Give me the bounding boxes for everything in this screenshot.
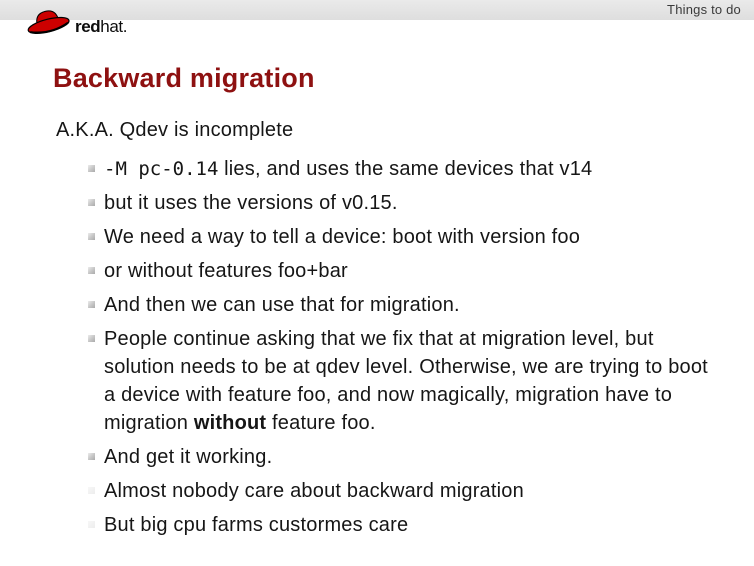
bullet-text: And then we can use that for migration. [104,294,460,316]
slide-title: Backward migration [53,63,315,93]
bullet-text: And get it working. [104,446,273,468]
bullet-square-icon [88,301,95,308]
bullet-item [53,443,716,471]
bullet-text: feature foo. [266,412,376,434]
bullet-square-icon [88,267,95,274]
bullet-square-icon [88,199,95,206]
lead-text: A.K.A. Qdev is incomplete [56,119,294,141]
bullet-text: but it uses the versions of v0.15. [104,192,398,214]
bullet-item [53,155,716,183]
bullet-item [53,291,716,319]
wordmark-red: red [75,17,101,36]
bullet-item [53,325,716,437]
bullet-text: Almost nobody care about backward migration [104,480,524,502]
bullet-square-icon [88,521,95,528]
bullet-square-icon [88,233,95,240]
bullet-item-ghosted [53,511,716,539]
wordmark-hat: hat. [100,17,128,36]
bullet-text: We need a way to tell a device: boot with version foo [104,226,581,248]
bullet-square-icon [88,165,95,172]
bullet-item [53,257,716,285]
bullet-square-icon [88,453,95,460]
bullet-square-icon [88,487,95,494]
bullet-text: People continue asking that we fix that at migration level, but solution needs to be at qdev level. Otherwise, we are trying to boot a device with feature foo, and now magically, migration have to migration [104,328,708,434]
redhat-wordmark [75,18,127,38]
bullet-text: But big cpu farms custormes care [104,514,409,536]
bullet-list [53,155,728,539]
bullet-square-icon [88,335,95,342]
bullet-text-bold: without [193,412,267,434]
slide-body [53,63,728,545]
mono-flag-text: -M pc-0.14 [104,158,219,180]
bullet-item [53,223,716,251]
header-context-label: Things to do [667,2,741,17]
redhat-logo [24,6,127,38]
bullet-item [53,189,716,217]
bullet-item-ghosted [53,477,716,505]
bullet-text: lies, and uses the same devices that v14 [218,158,593,180]
bullet-text: or without features foo+bar [104,260,348,282]
redhat-fedora-icon [24,6,72,38]
